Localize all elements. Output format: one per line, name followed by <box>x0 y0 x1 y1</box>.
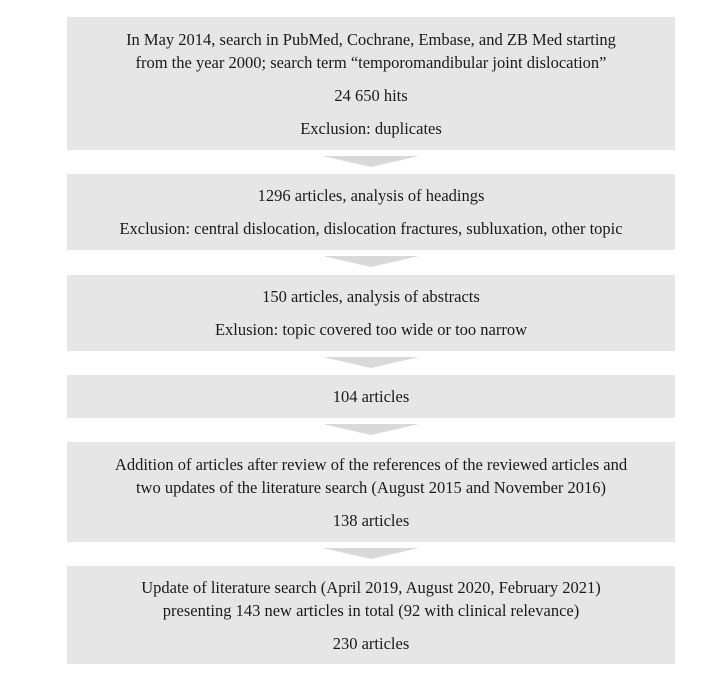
flow-arrow-4 <box>323 424 419 435</box>
step-4-count: 104 articles <box>332 387 410 406</box>
step-6-line-2: presenting 143 new articles in total (92 with clinical relevance) <box>162 600 580 620</box>
step-5-count: 138 articles <box>332 510 410 530</box>
step-1-exclusion: Exclusion: duplicates <box>300 118 442 138</box>
flow-arrow-3 <box>323 357 419 368</box>
flow-step-4 <box>67 375 675 418</box>
step-2-exclusion: Exclusion: central dislocation, dislocation fractures, subluxation, other topic <box>119 219 623 238</box>
step-6-line-1: Update of literature search (April 2019, August 2020, February 2021) <box>141 577 601 597</box>
step-1-line-1: In May 2014, search in PubMed, Cochrane, Embase, and ZB Med starting <box>126 29 616 49</box>
step-5-line-2: two updates of the literature search (August 2015 and November 2016) <box>135 477 607 497</box>
flow-step-2 <box>67 174 675 250</box>
flow-arrow-5 <box>323 548 419 559</box>
step-3-exclusion: Exlusion: topic covered too wide or too narrow <box>214 320 528 339</box>
flow-arrow-2 <box>323 256 419 267</box>
flow-step-1 <box>67 17 675 150</box>
step-1-line-2: from the year 2000; search term “temporomandibular joint dislocation” <box>135 52 607 72</box>
flow-arrow-1 <box>323 156 419 167</box>
step-5-line-1: Addition of articles after review of the references of the reviewed articles and <box>114 454 628 474</box>
step-1-count: 24 650 hits <box>334 85 408 105</box>
flow-step-5 <box>67 442 675 542</box>
step-2-count: 1296 articles, analysis of headings <box>257 186 485 205</box>
flow-step-6 <box>67 566 675 664</box>
step-3-count: 150 articles, analysis of abstracts <box>262 287 480 306</box>
step-6-count: 230 articles <box>332 633 410 653</box>
flow-step-3 <box>67 275 675 351</box>
